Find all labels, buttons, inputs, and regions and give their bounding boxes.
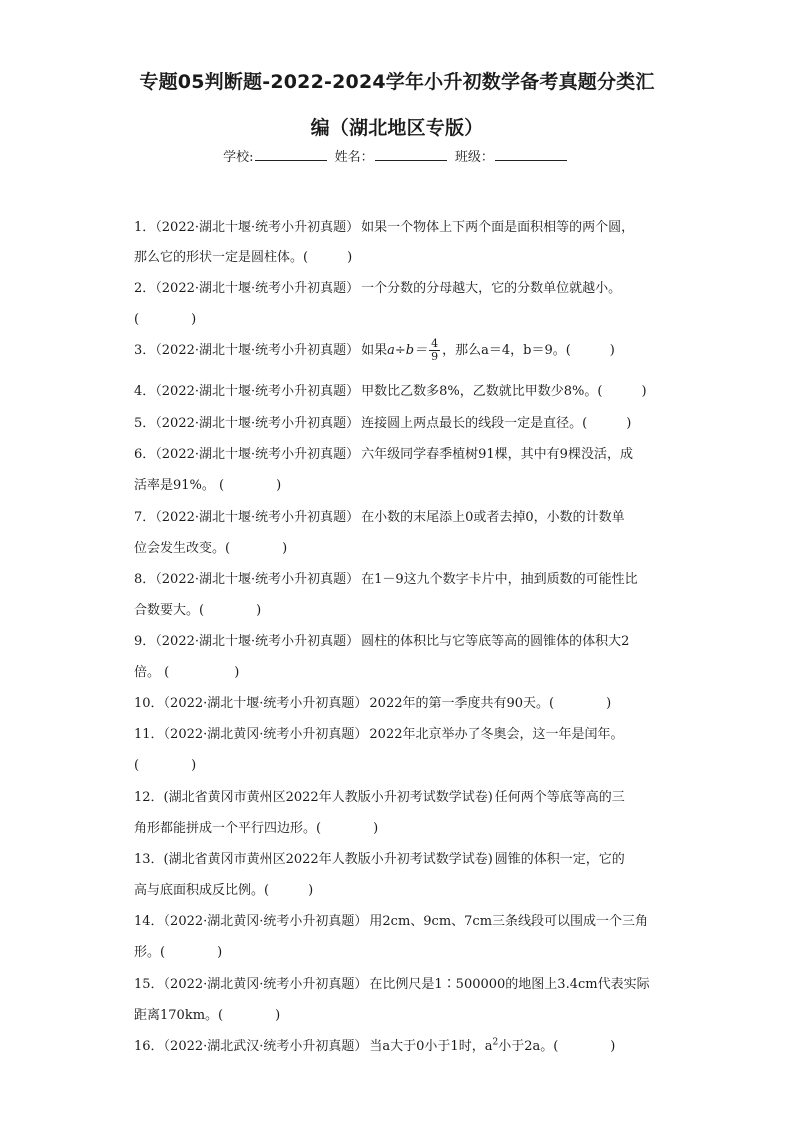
question-13-line2: 高与底面积成反比例。( ) [134, 883, 314, 898]
student-info-row [0, 146, 794, 165]
question-source: （2022·湖北十堰·统考小升初真题） [155, 343, 360, 358]
question-source: （2022·湖北十堰·统考小升初真题） [155, 447, 360, 462]
fraction-four-ninths [429, 338, 440, 363]
question-text: 一个分数的分母越大，它的分数单位就越小。 [361, 281, 622, 296]
superscript-exponent: 2 [492, 1037, 499, 1048]
question-number: 6． [134, 447, 156, 462]
question-1-line2: 那么它的形状一定是圆柱体。( ) [134, 250, 353, 265]
page-title-line1: 专题05判断题-2022-2024学年小升初数学备考真题分类汇 [139, 71, 655, 93]
question-number: 16． [134, 1039, 164, 1054]
question-text: 2022年的第一季度共有90天。( ) [369, 696, 612, 711]
question-text: 在小数的末尾添上0或者去掉0，小数的计数单 [361, 510, 625, 525]
question-15-line2: 距离170km。( ) [134, 1008, 281, 1023]
question-7-line1 [134, 506, 625, 525]
question-source: (湖北省黄冈市黄州区2022年人教版小升初考试数学试卷) [163, 790, 493, 805]
question-number: 11． [134, 727, 164, 742]
question-source: （2022·湖北十堰·统考小升初真题） [155, 510, 360, 525]
question-text: 2022年北京举办了冬奥会，这一年是闰年。 [369, 727, 624, 742]
question-12-line1 [134, 786, 625, 805]
question-text: 小于2a。( ) [498, 1039, 616, 1054]
question-text: 在1－9这九个数字卡片中，抽到质数的可能性比 [361, 572, 638, 587]
question-11-line2: ( ) [134, 758, 197, 773]
question-number: 15． [134, 977, 164, 992]
question-number: 5． [134, 416, 156, 431]
question-text: 如果一个物体上下两个面是面积相等的两个圆， [361, 220, 635, 235]
school-label: 学校: [223, 150, 254, 165]
question-11-line1 [134, 723, 624, 742]
question-6-line1 [134, 443, 633, 462]
question-6-line2: 活率是91%。 ( ) [134, 478, 282, 493]
question-source: （2022·湖北武汉·统考小升初真题） [163, 1039, 368, 1054]
question-text: 任何两个等底等高的三 [494, 790, 625, 805]
question-number: 3． [134, 343, 156, 358]
question-number: 7． [134, 510, 156, 525]
question-text: 当a大于0小于1时，a [369, 1039, 493, 1054]
question-12-line2: 角形都能拼成一个平行四边形。( ) [134, 821, 379, 836]
question-10-line1 [134, 692, 611, 711]
question-3-line1 [134, 338, 615, 363]
question-text: 在比例尺是1∶500000的地图上3.4cm代表实际 [369, 977, 650, 992]
question-9-line2: 倍。 ( ) [134, 665, 240, 680]
question-2-line2: ( ) [134, 312, 197, 327]
question-number: 4． [134, 384, 156, 399]
question-text: ，那么a＝4，b＝9。( ) [442, 343, 615, 358]
question-number: 2． [134, 281, 156, 296]
question-8-line1 [134, 568, 638, 587]
question-16-line1 [134, 1035, 615, 1054]
question-number: 1． [134, 220, 156, 235]
question-text: 六年级同学春季植树91棵，其中有9棵没活，成 [361, 447, 633, 462]
name-label: 姓名： [334, 150, 374, 165]
question-number: 12． [134, 790, 164, 805]
question-number: 13． [134, 852, 164, 867]
question-source: （2022·湖北十堰·统考小升初真题） [155, 384, 360, 399]
question-source: （2022·湖北十堰·统考小升初真题） [155, 634, 360, 649]
question-4-line1 [134, 380, 647, 399]
question-source: （2022·湖北十堰·统考小升初真题） [155, 281, 360, 296]
question-source: （2022·湖北十堰·统考小升初真题） [155, 416, 360, 431]
school-blank[interactable] [255, 149, 327, 161]
question-2-line1 [134, 277, 621, 296]
fraction-denominator: 9 [431, 350, 439, 363]
question-7-line2: 位会发生改变。( ) [134, 541, 288, 556]
page-title-line2: 编（湖北地区专版） [310, 117, 484, 139]
question-number: 10． [134, 696, 164, 711]
question-text: 用2cm、9cm、7cm三条线段可以围成一个三角 [369, 914, 649, 929]
question-number: 9． [134, 634, 156, 649]
question-source: （2022·湖北十堰·统考小升初真题） [155, 572, 360, 587]
question-14-line2: 形。( ) [134, 945, 223, 960]
question-source: （2022·湖北黄冈·统考小升初真题） [163, 977, 368, 992]
question-number: 8． [134, 572, 156, 587]
question-5-line1 [134, 412, 631, 431]
question-text: 如果 [361, 343, 388, 358]
question-text: 圆柱的体积比与它等底等高的圆锥体的体积大2 [361, 634, 630, 649]
question-8-line2: 合数要大。( ) [134, 603, 262, 618]
question-source: （2022·湖北十堰·统考小升初真题） [155, 220, 360, 235]
question-13-line1 [134, 848, 625, 867]
question-source: （2022·湖北黄冈·统考小升初真题） [163, 914, 368, 929]
question-text: 圆锥的体积一定，它的 [494, 852, 625, 867]
question-number: 14． [134, 914, 164, 929]
question-text: 甲数比乙数多8%，乙数就比甲数少8%。( ) [361, 384, 647, 399]
name-blank[interactable] [375, 149, 447, 161]
question-9-line1 [134, 630, 629, 649]
question-source: （2022·湖北十堰·统考小升初真题） [163, 696, 368, 711]
math-expression: a÷b＝ [387, 343, 428, 358]
class-blank[interactable] [495, 149, 567, 161]
question-source: (湖北省黄冈市黄州区2022年人教版小升初考试数学试卷) [163, 852, 493, 867]
question-source: （2022·湖北黄冈·统考小升初真题） [163, 727, 368, 742]
class-label: 班级： [454, 150, 494, 165]
question-text: 连接圆上两点最长的线段一定是直径。( ) [361, 416, 632, 431]
question-14-line1 [134, 910, 648, 929]
fraction-numerator: 4 [431, 337, 439, 350]
question-15-line1 [134, 973, 650, 992]
question-1-line1 [134, 216, 634, 235]
